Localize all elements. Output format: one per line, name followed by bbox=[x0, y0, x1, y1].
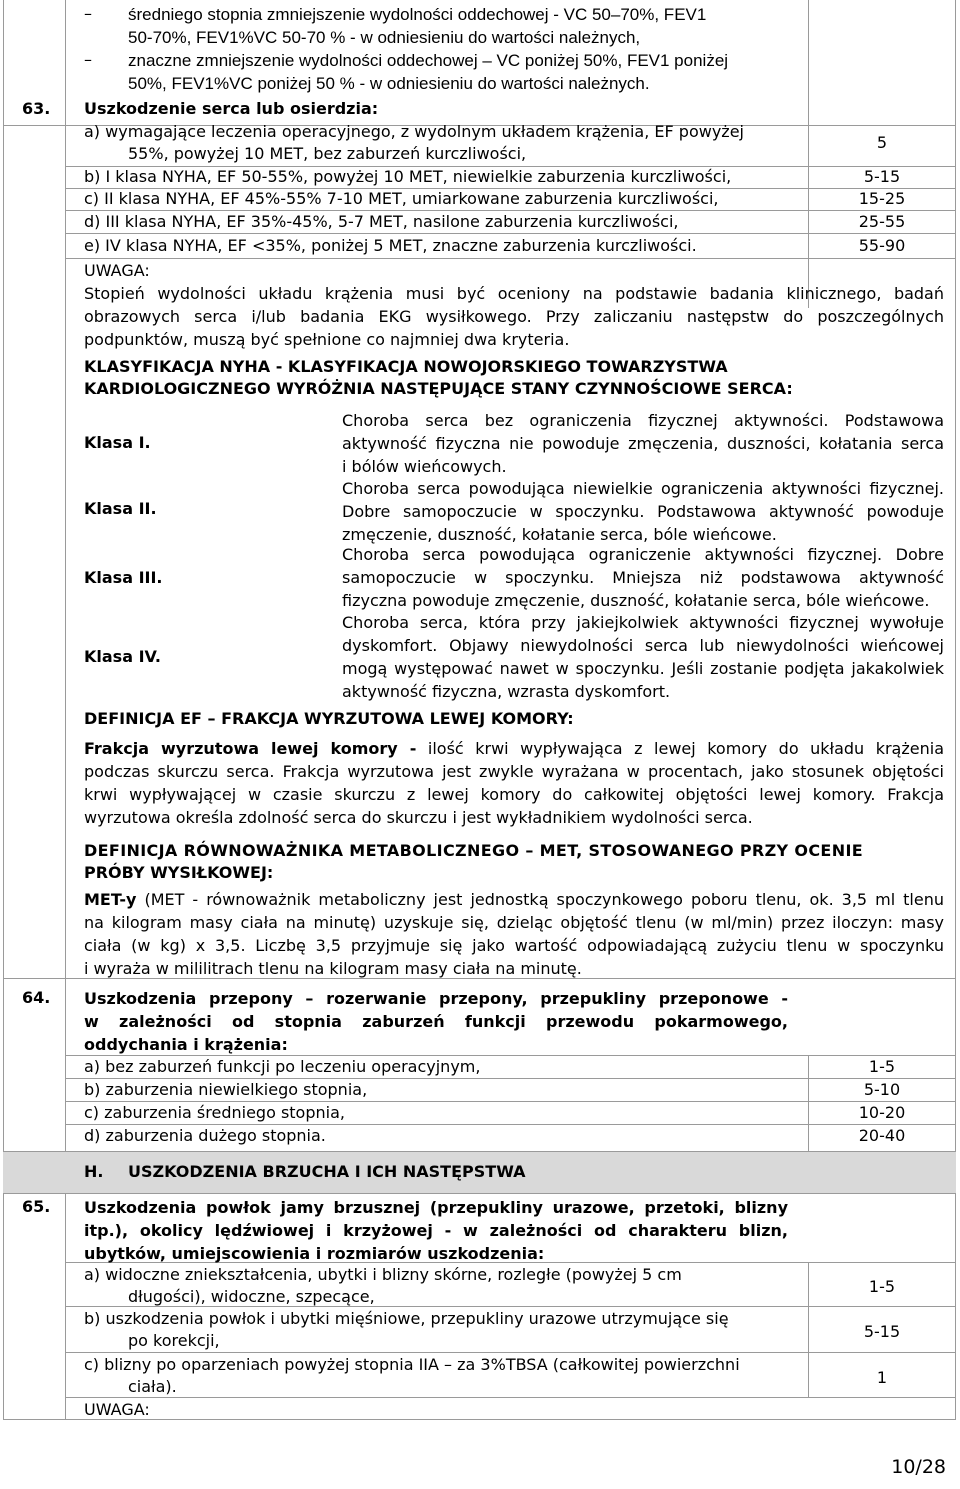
list-item: po korekcji, bbox=[128, 1331, 220, 1350]
nyha-heading: KLASYFIKACJA NYHA - KLASYFIKACJA NOWOJORSKIEGO TOWARZYSTWA bbox=[84, 357, 728, 376]
title-line: itp.), okolicy lędźwiowej i krzyżowej - w zależności od charakteru blizn, bbox=[84, 1221, 788, 1240]
paragraph-line: Choroba serca powodująca niewielkie ograniczenia aktywności fizycznej. bbox=[342, 479, 944, 498]
list-item: 50-70%, FEV1%VC 50-70 % - w odniesieniu do wartości należnych, bbox=[128, 28, 641, 47]
value-cell: 5-10 bbox=[863, 1080, 901, 1099]
list-item: d) zaburzenia dużego stopnia. bbox=[84, 1126, 326, 1145]
item-number: 64. bbox=[22, 988, 51, 1007]
paragraph-line: ciała (w kg) x 3,5. Liczbę 3,5 przyjmuje się jako wartość odpowiadającą zużyciu tlenu w spoczynku bbox=[84, 936, 944, 955]
value-cell: 5-15 bbox=[863, 1322, 901, 1341]
value-cell: 55-90 bbox=[858, 236, 906, 255]
value-column-divider bbox=[808, 0, 809, 125]
paragraph-line: mogą występować nawet w spoczynku. Jeśli zostanie podjęta jakakolwiek bbox=[342, 659, 944, 678]
list-item: 55%, powyżej 10 MET, bez zaburzeń kurczliwości, bbox=[128, 144, 527, 163]
value-cell: 5 bbox=[876, 133, 888, 152]
paragraph-line: wyrzutowa określa zdolność serca do skurczu i jest wykładnikiem wydolności serca. bbox=[84, 808, 753, 827]
title-line: ubytków, umiejscowienia i rozmiarów uszkodzenia: bbox=[84, 1244, 545, 1263]
paragraph-line: Dobre samopoczucie w spoczynku. Podstawowa aktywność powoduje bbox=[342, 502, 944, 521]
nyha-class-label: Klasa I. bbox=[84, 433, 151, 452]
dash-bullet: – bbox=[84, 50, 92, 69]
value-cell: 5-15 bbox=[863, 167, 901, 186]
item-number: 65. bbox=[22, 1197, 51, 1216]
paragraph-line: podpunktów, muszą być spełnione co najmniej dwa kryteria. bbox=[84, 330, 570, 349]
paragraph-line: krwi wypływającej w czasie skurczu z lewej komory do całkowitej objętości lewej komory. Frakcja bbox=[84, 785, 944, 804]
paragraph-line bbox=[84, 888, 944, 911]
nyha-class-description bbox=[342, 611, 944, 703]
item-title bbox=[84, 1196, 788, 1265]
list-item: znaczne zmniejszenie wydolności oddechowej – VC poniżej 50%, FEV1 poniżej bbox=[128, 51, 729, 70]
item-title bbox=[84, 987, 788, 1056]
row-divider bbox=[3, 1193, 956, 1194]
met-heading: DEFINICJA RÓWNOWAŻNIKA METABOLICZNEGO – MET, STOSOWANEGO PRZY OCENIE bbox=[84, 841, 864, 860]
title-line: oddychania i krążenia: bbox=[84, 1035, 288, 1054]
nyha-class-label: Klasa IV. bbox=[84, 647, 161, 666]
paragraph-line: Stopień wydolności układu krążenia musi być oceniony na podstawie badania klinicznego, badań bbox=[84, 284, 944, 303]
row-divider bbox=[3, 1151, 956, 1152]
met-paragraph bbox=[84, 888, 944, 980]
paragraph-line: samopoczucie w spoczynku. Mniejsza niż podstawowa aktywność bbox=[342, 568, 944, 587]
list-item: d) III klasa NYHA, EF 35%-45%, 5-7 MET, nasilone zaburzenia kurczliwości, bbox=[84, 212, 679, 231]
title-line: Uszkodzenia powłok jamy brzusznej (przepukliny urazowe, przetoki, blizny bbox=[84, 1198, 788, 1217]
ef-term: Frakcja wyrzutowa lewej komory - bbox=[84, 739, 417, 758]
list-item: e) IV klasa NYHA, EF <35%, poniżej 5 MET, znaczne zaburzenia kurczliwości. bbox=[84, 236, 697, 255]
value-cell: 1-5 bbox=[868, 1057, 896, 1076]
paragraph-line: Choroba serca, która przy jakiejkolwiek aktywności fizycznej wywołuje bbox=[342, 613, 944, 632]
section-letter: H. bbox=[84, 1162, 104, 1181]
ef-heading: DEFINICJA EF – FRAKCJA WYRZUTOWA LEWEJ KOMORY: bbox=[84, 709, 574, 728]
uwaga-label: UWAGA: bbox=[84, 261, 150, 280]
met-text: (MET - równoważnik metaboliczny jest jednostką spoczynkowego poboru tlenu, ok. 3,5 ml tlenu bbox=[136, 890, 944, 909]
list-item: a) widoczne zniekształcenia, ubytki i blizny skórne, rozległe (powyżej 5 cm bbox=[84, 1265, 682, 1284]
row-divider bbox=[65, 258, 956, 259]
item-title: Uszkodzenie serca lub osierdzia: bbox=[84, 99, 379, 118]
list-item: c) II klasa NYHA, EF 45%-55% 7-10 MET, umiarkowane zaburzenia kurczliwości, bbox=[84, 189, 719, 208]
paragraph-line: dyskomfort. Objawy niewydolności serca lub niewydolności wieńcowej bbox=[342, 636, 944, 655]
list-item: ciała). bbox=[128, 1377, 177, 1396]
uwaga-paragraph bbox=[84, 282, 944, 351]
list-item: średniego stopnia zmniejszenie wydolności oddechowej - VC 50–70%, FEV1 bbox=[128, 5, 707, 24]
value-cell: 10-20 bbox=[858, 1103, 906, 1122]
section-title: USZKODZENIA BRZUCHA I ICH NASTĘPSTWA bbox=[128, 1162, 526, 1181]
list-item: długości), widoczne, szpecące, bbox=[128, 1287, 375, 1306]
nyha-class-description bbox=[342, 409, 944, 478]
list-item: b) I klasa NYHA, EF 50-55%, powyżej 10 MET, niewielkie zaburzenia kurczliwości, bbox=[84, 167, 732, 186]
paragraph-line: Choroba serca bez ograniczenia fizycznej aktywności. Podstawowa bbox=[342, 411, 944, 430]
list-item: b) uszkodzenia powłok i ubytki mięśniowe, przepukliny urazowe utrzymujące się bbox=[84, 1309, 729, 1328]
list-item: c) blizny po oparzeniach powyżej stopnia IIA – za 3%TBSA (całkowitej powierzchni bbox=[84, 1355, 740, 1374]
paragraph-line: aktywność fizyczna nie powoduje zmęczenia, duszności, kołatania serca bbox=[342, 434, 944, 453]
nyha-heading: KARDIOLOGICZNEGO WYRÓŻNIA NASTĘPUJĄCE STANY CZYNNOŚCIOWE SERCA: bbox=[84, 379, 793, 398]
list-item: a) wymagające leczenia operacyjnego, z wydolnym układem krążenia, EF powyżej bbox=[84, 122, 744, 141]
title-line: Uszkodzenia przepony – rozerwanie przepony, przepukliny przeponowe - bbox=[84, 989, 788, 1008]
uwaga-label: UWAGA: bbox=[84, 1400, 150, 1419]
dash-bullet: – bbox=[84, 4, 92, 23]
paragraph-line: aktywność fizyczna, wzrasta dyskomfort. bbox=[342, 682, 671, 701]
title-line: w zależności od stopnia zaburzeń funkcji przewodu pokarmowego, bbox=[84, 1012, 788, 1031]
paragraph-line: zmęczenie, duszność, kołatanie serca, bóle wieńcowe. bbox=[342, 525, 777, 544]
nyha-class-description bbox=[342, 543, 944, 612]
paragraph-line: na kilogram masy ciała na minutę) uzyskuje się, dzieląc objętość tlenu (w ml/min) przez iloczyn: masy bbox=[84, 913, 944, 932]
paragraph-line: podczas skurczu serca. Frakcja wyrzutowa jest zwykle wyrażana w procentach, jako stosunek objętości bbox=[84, 762, 944, 781]
ef-text: ilość krwi wypływająca z lewej komory do układu krążenia bbox=[416, 739, 944, 758]
paragraph-line: Choroba serca powodująca ograniczenie aktywności fizycznej. Dobre bbox=[342, 545, 944, 564]
list-item: b) zaburzenia niewielkiego stopnia, bbox=[84, 1080, 368, 1099]
value-cell: 1 bbox=[876, 1368, 888, 1387]
number-column-divider bbox=[65, 0, 66, 1420]
list-item: c) zaburzenia średniego stopnia, bbox=[84, 1103, 345, 1122]
paragraph-line: i wyraża w mililitrach tlenu na kilogram masy ciała na minutę. bbox=[84, 959, 582, 978]
list-item: a) bez zaburzeń funkcji po leczeniu operacyjnym, bbox=[84, 1057, 481, 1076]
paragraph-line: fizyczna powoduje zmęczenie, duszność, kołatanie serca, bóle wieńcowe. bbox=[342, 591, 930, 610]
item-number: 63. bbox=[22, 99, 51, 118]
page-number: 10/28 bbox=[891, 1456, 946, 1478]
met-heading: PRÓBY WYSIŁKOWEJ: bbox=[84, 863, 274, 882]
value-cell: 20-40 bbox=[858, 1126, 906, 1145]
paragraph-line: i bólów wieńcowych. bbox=[342, 457, 507, 476]
nyha-class-label: Klasa II. bbox=[84, 499, 157, 518]
nyha-class-description bbox=[342, 477, 944, 546]
list-item: 50%, FEV1%VC poniżej 50 % - w odniesieniu do wartości należnych. bbox=[128, 74, 650, 93]
value-cell: 1-5 bbox=[868, 1277, 896, 1296]
ef-paragraph bbox=[84, 737, 944, 829]
value-cell: 15-25 bbox=[858, 189, 906, 208]
paragraph-line bbox=[84, 737, 944, 760]
value-cell: 25-55 bbox=[858, 212, 906, 231]
met-term: MET-y bbox=[84, 890, 137, 909]
row-divider bbox=[65, 1397, 956, 1398]
nyha-class-label: Klasa III. bbox=[84, 568, 163, 587]
paragraph-line: obrazowych serca i/lub badania EKG wysiłkowego. Przy zaliczaniu następstw do poszczególnych bbox=[84, 307, 944, 326]
